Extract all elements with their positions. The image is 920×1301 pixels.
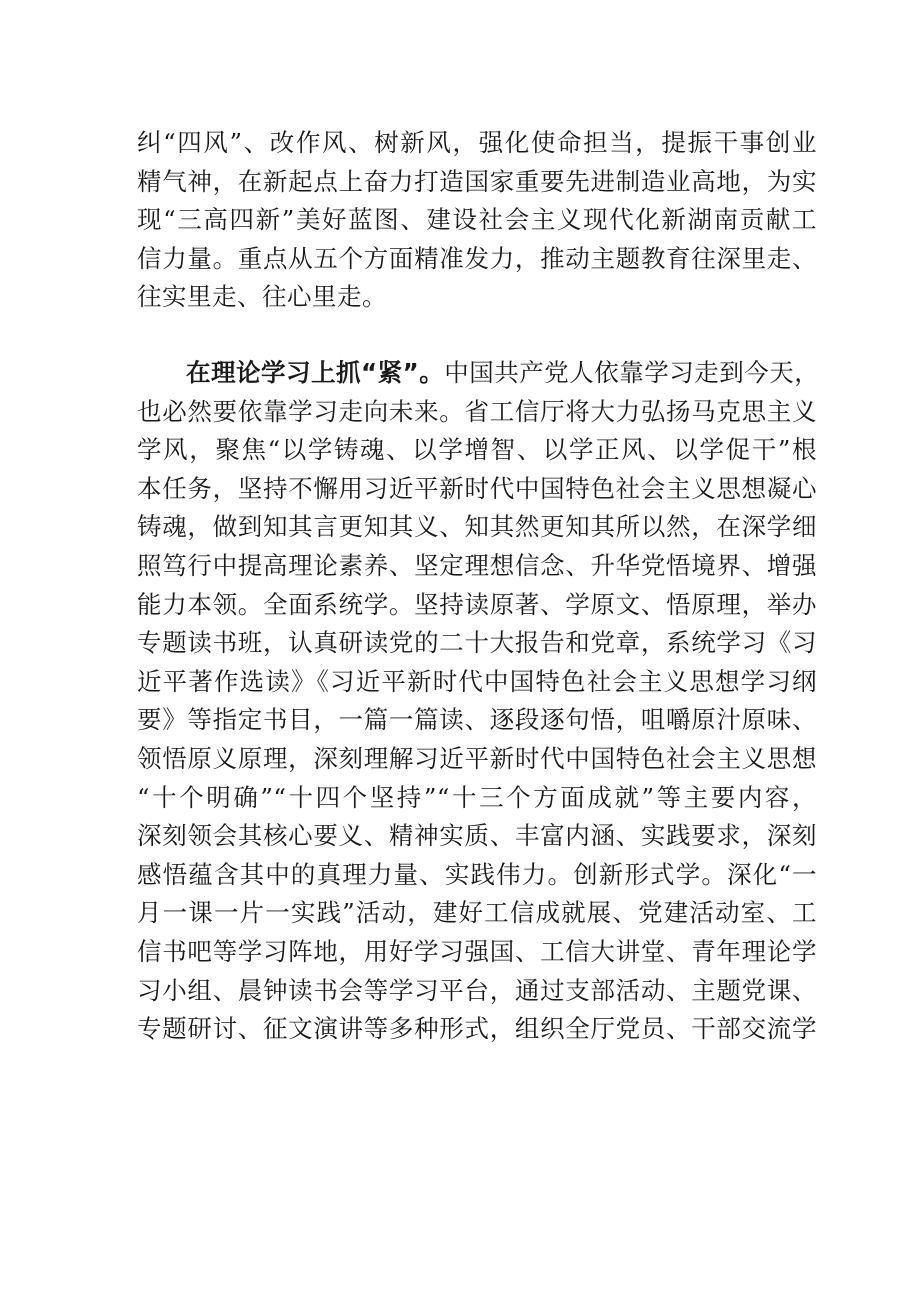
paragraph-2-line: 领悟原义原理，深刻理解习近平新时代中国特色社会主义思想 bbox=[137, 743, 817, 773]
paragraph-1-line: 现“三高四新”美好蓝图、建设社会主义现代化新湖南贡献工 bbox=[137, 205, 817, 235]
paragraph-1-line: 信力量。重点从五个方面精准发力，推动主题教育往深里走、 bbox=[137, 243, 817, 273]
paragraph-2 bbox=[137, 354, 820, 1049]
paragraph-2-first-line-text: 中国共产党人依靠学习走到今天， bbox=[444, 358, 820, 387]
paragraph-1 bbox=[137, 124, 817, 317]
paragraph-2-line: 专题读书班，认真研读党的二十大报告和党章，系统学习《习 bbox=[137, 628, 817, 658]
paragraph-2-line: 学风，聚焦“以学铸魂、以学增智、以学正风、以学促干”根 bbox=[137, 435, 817, 465]
paragraph-2-line: 感悟蕴含其中的真理力量、实践伟力。创新形式学。深化“一 bbox=[137, 859, 817, 889]
paragraph-2-line: 专题研讨、征文演讲等多种形式，组织全厅党员、干部交流学 bbox=[137, 1014, 817, 1044]
paragraph-2-first-line bbox=[137, 354, 820, 393]
paragraph-2-line: 深刻领会其核心要义、精神实质、丰富内涵、实践要求，深刻 bbox=[137, 821, 817, 851]
paragraph-2-line: 铸魂，做到知其言更知其义、知其然更知其所以然，在深学细 bbox=[137, 512, 817, 542]
paragraph-2-line: 也必然要依靠学习走向未来。省工信厅将大力弘扬马克思主义 bbox=[137, 396, 817, 426]
paragraph-2-line: 照笃行中提高理论素养、坚定理想信念、升华党悟境界、增强 bbox=[137, 550, 817, 580]
paragraph-2-line: 能力本领。全面系统学。坚持读原著、学原文、悟原理，举办 bbox=[137, 589, 817, 619]
section-heading: 在理论学习上抓“紧”。 bbox=[186, 358, 445, 387]
paragraph-2-line: 本任务，坚持不懈用习近平新时代中国特色社会主义思想凝心 bbox=[137, 473, 817, 503]
paragraph-1-line: 往实里走、往心里走。 bbox=[137, 282, 387, 312]
paragraph-1-line: 精气神，在新起点上奋力打造国家重要先进制造业高地，为实 bbox=[137, 166, 817, 196]
paragraph-2-line: 近平著作选读》《习近平新时代中国特色社会主义思想学习纲 bbox=[137, 666, 817, 696]
paragraph-2-line: 月一课一片一实践”活动，建好工信成就展、党建活动室、工 bbox=[137, 898, 817, 928]
paragraph-2-line: 要》等指定书目，一篇一篇读、逐段逐句悟，咀嚼原汁原味、 bbox=[137, 705, 817, 735]
paragraph-2-line: 信书吧等学习阵地，用好学习强国、工信大讲堂、青年理论学 bbox=[137, 936, 817, 966]
paragraph-2-line: 习小组、晨钟读书会等学习平台，通过支部活动、主题党课、 bbox=[137, 975, 817, 1005]
paragraph-2-line: “十个明确”“十四个坚持”“十三个方面成就”等主要内容， bbox=[137, 782, 817, 812]
paragraph-1-line: 纠“四风”、改作风、树新风，强化使命担当，提振干事创业 bbox=[137, 128, 817, 157]
